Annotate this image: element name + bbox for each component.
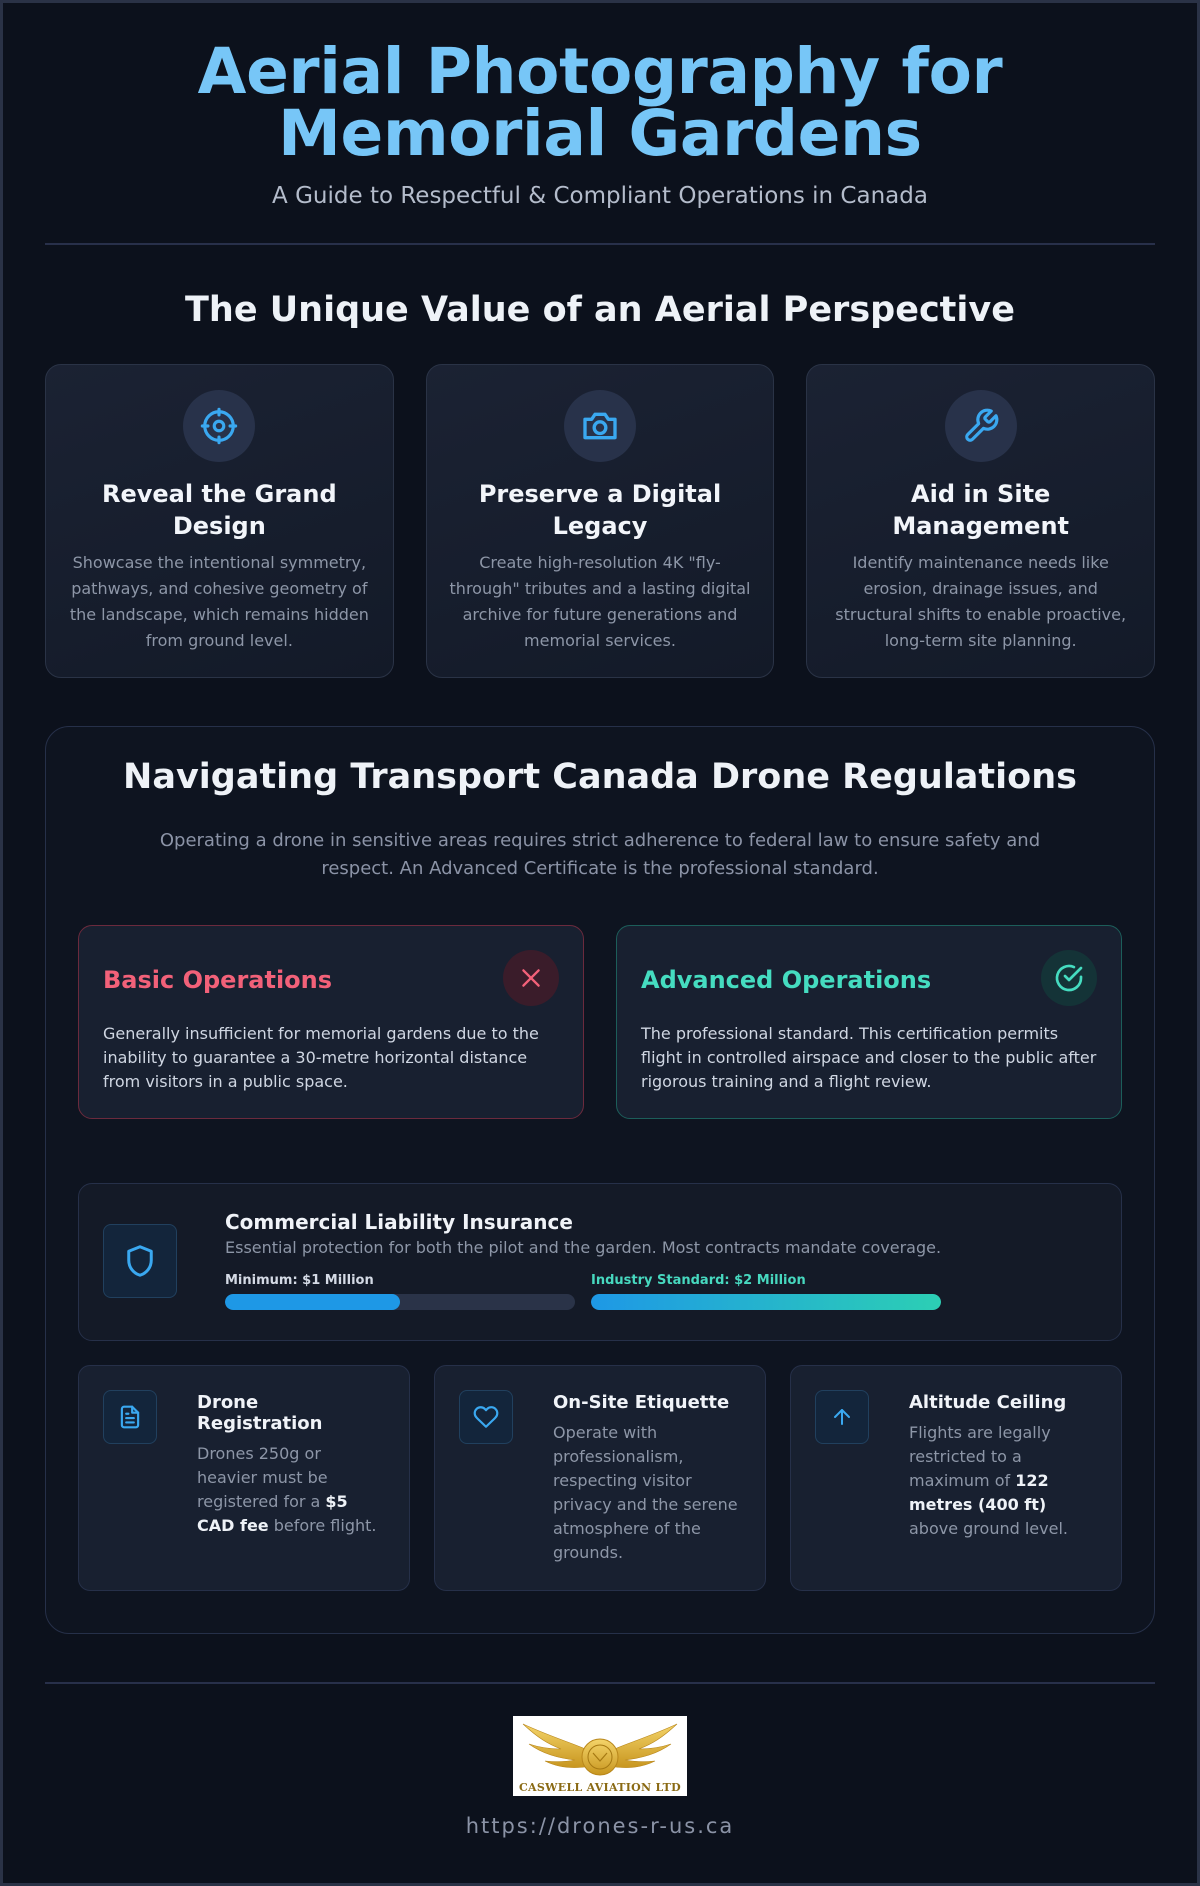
- fact-text: Operate with professionalism, respecting visitor privacy and the serene atmosphere of the grounds.: [553, 1423, 738, 1562]
- check-circle-icon: [1041, 950, 1097, 1006]
- divider: [45, 243, 1155, 245]
- fact-title: On-Site Etiquette: [553, 1392, 730, 1413]
- basic-operations-text: Generally insufficient for memorial gardens due to the inability to guarantee a 30-metre horizontal distance from visitors in a public space.: [103, 1024, 539, 1091]
- value-card-digital-legacy: [426, 364, 775, 678]
- header: [45, 3, 1155, 209]
- arrow-up-icon: [815, 1390, 869, 1444]
- regulations-intro: Operating a drone in sensitive areas requires strict adherence to federal law to ensure safety and respect. An Advanced Certificate is the professional standard.: [159, 830, 1041, 879]
- insurance-title: Commercial Liability Insurance: [225, 1210, 573, 1234]
- page-subtitle: A Guide to Respectful & Compliant Operations in Canada: [272, 183, 928, 209]
- fact-text: Drones 250g or heavier must be registered for a $5 CAD fee before flight.: [197, 1444, 377, 1535]
- fact-text: Flights are legally restricted to a maximum of 122 metres (400 ft) above ground level.: [909, 1423, 1068, 1538]
- value-card-title: Reveal the Grand Design: [102, 480, 337, 540]
- standard-coverage-fill: [591, 1294, 941, 1310]
- operations-comparison: [78, 925, 1122, 1119]
- fact-title: Altitude Ceiling: [909, 1392, 1067, 1413]
- fact-title: Drone Registration: [197, 1392, 323, 1434]
- advanced-operations-text: The professional standard. This certification permits flight in controlled airspace and closer to the public after rigorous training and a flight review.: [641, 1024, 1097, 1091]
- insurance-description: Essential protection for both the pilot and the garden. Most contracts mandate coverage.: [225, 1238, 942, 1257]
- page-title: Aerial Photography for Memorial Gardens: [197, 35, 1003, 170]
- basic-operations-card: [78, 925, 584, 1119]
- advanced-operations-card: [616, 925, 1122, 1119]
- x-icon: [503, 950, 559, 1006]
- insurance-bars: [225, 1273, 941, 1310]
- value-cards: [45, 364, 1155, 678]
- fact-cards: [78, 1365, 1122, 1591]
- footer-divider: [45, 1682, 1155, 1684]
- regulations-section: [45, 726, 1155, 1634]
- value-card-text: Identify maintenance needs like erosion, drainage issues, and structural shifts to enable proactive, long-term site planning.: [835, 553, 1127, 650]
- basic-operations-title: Basic Operations: [103, 966, 333, 994]
- minimum-coverage-fill: [225, 1294, 400, 1310]
- wrench-icon: [945, 390, 1017, 462]
- heart-icon: [459, 1390, 513, 1444]
- target-icon: [183, 390, 255, 462]
- minimum-coverage-track: [225, 1294, 575, 1310]
- company-logo: [513, 1716, 687, 1796]
- standard-coverage-track: [591, 1294, 941, 1310]
- minimum-coverage-label: Minimum: $1 Million: [225, 1273, 374, 1288]
- value-card-text: Create high-resolution 4K "fly-through" tributes and a lasting digital archive for future generations and memorial services.: [449, 553, 751, 650]
- value-card-title: Aid in Site Management: [892, 480, 1070, 540]
- fact-card-etiquette: [434, 1365, 766, 1591]
- page: [3, 3, 1197, 1883]
- website-url[interactable]: https://drones-r-us.ca: [465, 1814, 735, 1838]
- value-card-text: Showcase the intentional symmetry, pathways, and cohesive geometry of the landscape, which remains hidden from ground level.: [69, 553, 369, 650]
- fact-card-altitude: [790, 1365, 1122, 1591]
- camera-icon: [564, 390, 636, 462]
- footer: [45, 1716, 1155, 1838]
- value-card-site-management: [806, 364, 1155, 678]
- insurance-card: [78, 1183, 1122, 1341]
- value-section-title: The Unique Value of an Aerial Perspective: [185, 290, 1015, 330]
- advanced-operations-title: Advanced Operations: [641, 966, 932, 994]
- value-card-grand-design: [45, 364, 394, 678]
- value-card-title: Preserve a Digital Legacy: [478, 480, 722, 540]
- fact-card-registration: [78, 1365, 410, 1591]
- shield-icon: [103, 1224, 177, 1298]
- regulations-title: Navigating Transport Canada Drone Regulations: [123, 757, 1077, 797]
- minimum-coverage-bar: [225, 1273, 575, 1310]
- standard-coverage-label: Industry Standard: $2 Million: [591, 1273, 806, 1288]
- document-icon: [103, 1390, 157, 1444]
- standard-coverage-bar: [591, 1273, 941, 1310]
- logo-lettering: CASWELL AVIATION LTD: [519, 1781, 681, 1794]
